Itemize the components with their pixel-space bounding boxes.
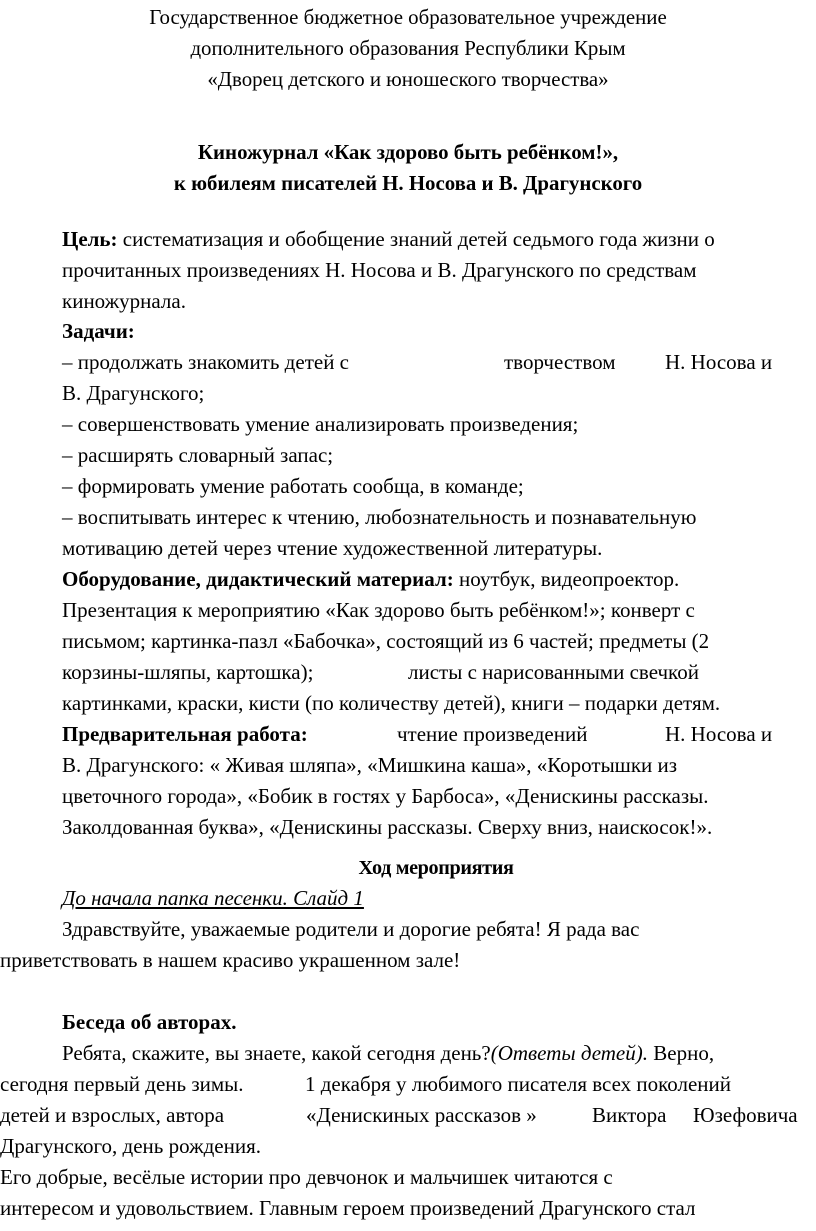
equipment-line-3: письмом; картинка-пазл «Бабочка», состоящий из 6 частей; предметы (2 (62, 629, 710, 653)
equipment-line-5: картинками, краски, кисти (по количеству детей), книги – подарки детям. (62, 691, 721, 715)
talk-line-5: Его добрые, весёлые истории про девчонок и мальчишек читаются с (0, 1165, 613, 1189)
slide-note: До начала папка песенки. Слайд 1 (62, 886, 364, 910)
header-line-1: Государственное бюджетное образовательное учреждение (149, 5, 667, 29)
equipment-line-1 (62, 564, 679, 595)
talk-line-2b: 1 декабря у любимого писателя всех поколений (305, 1072, 732, 1096)
tasks-line-6: – воспитывать интерес к чтению, любознательность и познавательную (62, 505, 697, 529)
talk-heading: Беседа об авторах. (62, 1010, 237, 1034)
talk-line-3a: детей и взрослых, автора (0, 1103, 225, 1127)
equipment-text-1: ноутбук, видеопроектор. (459, 567, 680, 591)
tasks-line-4: – расширять словарный запас; (62, 443, 334, 467)
prelim-line-3: цветочного города», «Бобик в гостях у Барбоса», «Денискины рассказы. (62, 784, 709, 808)
tasks-line-7: мотивацию детей через чтение художественной литературы. (62, 536, 603, 560)
tasks-line-1a: – продолжать знакомить детей с (62, 350, 349, 374)
goal-label: Цель: (62, 227, 118, 251)
talk-line-1a: Ребята, скажите, вы знаете, какой сегодня день? (62, 1041, 491, 1065)
talk-line-2a: сегодня первый день зимы. (0, 1072, 244, 1096)
equipment-label: Оборудование, дидактический материал: (62, 567, 454, 591)
talk-line-1 (62, 1038, 714, 1069)
talk-line-6: интересом и удовольствием. Главным героем произведений Драгунского стал (0, 1196, 696, 1220)
prelim-line-1a: чтение произведений (397, 722, 588, 746)
equipment-line-2: Презентация к мероприятию «Как здорово быть ребёнком!»; конверт с (62, 598, 695, 622)
equipment-line-4a: корзины-шляпы, картошка); (62, 660, 314, 684)
talk-line-1b: (Ответы детей). (490, 1041, 648, 1065)
tasks-label: Задачи: (62, 319, 135, 343)
tasks-line-2: В. Драгунского; (62, 381, 205, 405)
goal-line-1 (62, 224, 715, 255)
goal-line-2: прочитанных произведениях Н. Носова и В. Драгунского по средствам (62, 258, 697, 282)
prelim-line-2: В. Драгунского: « Живая шляпа», «Мишкина каша», «Коротышки из (62, 753, 678, 777)
prelim-label: Предварительная работа: (62, 722, 308, 746)
talk-line-3b: «Денискиных рассказов » (306, 1103, 537, 1127)
greeting-line-2: приветствовать в нашем красиво украшенном зале! (0, 948, 461, 972)
header-line-3: «Дворец детского и юношеского творчества» (207, 67, 609, 91)
talk-line-3d: Юзефовича (693, 1103, 798, 1127)
event-heading: Ход мероприятия (358, 857, 514, 879)
equipment-line-4b: листы с нарисованными свечкой (408, 660, 699, 684)
talk-line-4: Драгунского, день рождения. (0, 1134, 261, 1158)
talk-line-3c: Виктора (592, 1103, 667, 1127)
tasks-line-5: – формировать умение работать сообща, в команде; (62, 474, 524, 498)
tasks-line-1c: Н. Носова и (665, 350, 773, 374)
prelim-line-1b: Н. Носова и (665, 722, 773, 746)
header-line-2: дополнительного образования Республики Крым (190, 36, 626, 60)
prelim-line-4: Заколдованная буква», «Денискины рассказы. Сверху вниз, наискосок!». (62, 815, 713, 839)
tasks-line-3: – совершенствовать умение анализировать произведения; (62, 412, 579, 436)
tasks-line-1b: творчеством (504, 350, 616, 374)
talk-line-1c: Верно, (653, 1041, 715, 1065)
document-title-line-2: к юбилеям писателей Н. Носова и В. Драгунского (173, 171, 643, 195)
document-title-line-1: Киножурнал «Как здорово быть ребёнком!», (197, 140, 619, 164)
goal-line-3: киножурнала. (62, 289, 186, 313)
goal-text-1: систематизация и обобщение знаний детей седьмого года жизни о (122, 227, 715, 251)
greeting-line-1: Здравствуйте, уважаемые родители и дорогие ребята! Я рада вас (62, 917, 640, 941)
